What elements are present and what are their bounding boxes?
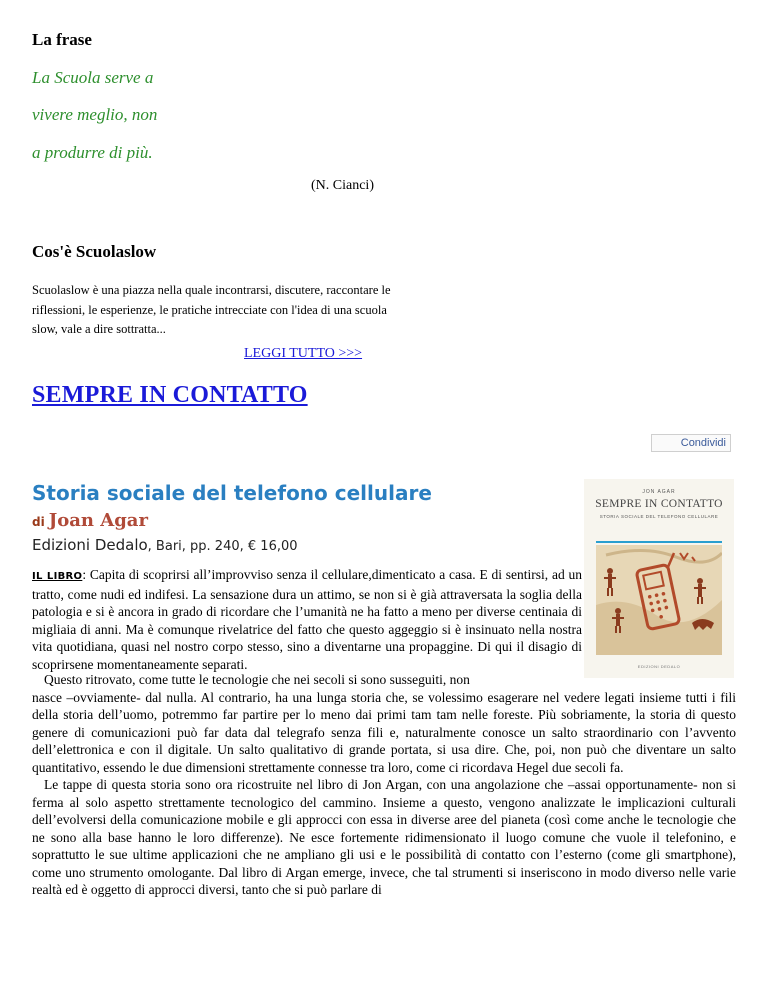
- about-intro: Scuolaslow è una piazza nella quale incontrarsi, discutere, raccontare le riflessioni, le esperienze, le pratiche intrecciate con l'idea di una scuola slow, vale a dire sottratta...: [32, 283, 391, 336]
- book-cover-image: [584, 479, 734, 678]
- publisher-name: Edizioni Dedalo: [32, 536, 148, 554]
- author-name: Joan Agar: [48, 510, 148, 531]
- cover-publisher: EDIZIONI DEDALO: [637, 664, 681, 669]
- about-heading: Cos'è Scuolaslow: [32, 242, 157, 261]
- libro-label: IL LIBRO: [32, 571, 83, 582]
- article-title-link[interactable]: SEMPRE IN CONTATTO: [32, 382, 308, 408]
- article-paragraph: Le tappe di questa storia sono ora ricostruite nel libro di Jon Argan, con una angolazione che –assai opportunamente- non si ferma al solo aspetto strettamente tecnologico del cammino. Insieme a questo, vengono analizzate le implicazioni culturali dell’evolversi della comunicazione mobile e gli approcci con essa in diverse aree del pianeta (così come anche le tecnologie che ne sono alla base hanno le loro differenze). Ne esce fortemente ridimensionato il luogo comune che vuole il telefonino, e soprattutto le sue ultime applicazioni che ne ampliano gli usi e le possibilità di contatto con l’esterno (come gli smartphone), come uno strumento omologante. Dal libro di Argan emerge, invece, che tal strumenti si inseriscono in modo diverso nelle varie realtà ed è oggetto di approcci diversi, tanto che si può parlare di: [32, 777, 736, 897]
- author-line: [32, 510, 148, 531]
- cover-cave-painting: [596, 545, 722, 655]
- quote-line: vivere meglio, non: [32, 105, 158, 124]
- cover-subtitle: STORIA SOCIALE DEL TELEFONO CELLULARE: [599, 514, 719, 519]
- quote-author: (N. Cianci): [311, 178, 374, 193]
- share-button[interactable]: Condividi: [651, 434, 731, 452]
- quote-line: a produrre di più.: [32, 143, 153, 162]
- frase-heading: La frase: [32, 30, 92, 49]
- cover-title: SEMPRE IN CONTATTO: [595, 498, 723, 510]
- cover-rule: [596, 541, 722, 543]
- read-more-link[interactable]: LEGGI TUTTO >>>: [244, 346, 363, 361]
- paragraph-text: : Capita di scoprirsi all’improvviso senza il cellulare,dimenticato a casa. E di sentirsi, ad un tratto, come nudi ed indifesi. La sensazione dura un attimo, se non si è già attraversata la soglia della patologia e si è ancora in grado di ricordare che l’umanità ne ha fatto a meno per diverse centinaia di migliaia di anni. Ma è comunque rivelatrice del fatto che questo aggeggio si è insinuato nella nostra vita quotidiana, quasi nel nostro corpo stesso, sino a diventarne una propaggine. Di qui il disagio di scoprirsene momentaneamente separati.: [32, 567, 583, 672]
- article-paragraph: Questo ritrovato, come tutte le tecnologie che nei secoli si sono susseguiti, non: [44, 672, 470, 687]
- cover-author: JON AGAR: [642, 489, 676, 495]
- publisher-details: , Bari, pp. 240, € 16,00: [147, 539, 298, 554]
- article-paragraph: nasce –ovviamente- dal nulla. Al contrario, ha una lunga storia che, se volessimo esagerare nel vedere legati insieme tutti i fili della storia dell’uomo, potremmo far partire per lo meno dai primi tam tam nelle foreste. Più sobriamente, la storia di questo genere di comunicazioni può far data dal telegrafo senza fili e, naturalmente conosce un salto straordinario con l’avvento dell’elettronica e con il digitale. Un salto qualitativo di grande portata, si usa dire. Che, poi, non può che diventare un salto quantitativo, essendo le due dimensioni strettamente connesse tra loro, come ci ricordava Hegel due secoli fa.: [32, 689, 736, 775]
- quote-line: La Scuola serve a: [32, 68, 154, 87]
- article-paragraph: [32, 566, 582, 673]
- book-title: Storia sociale del telefono cellulare: [32, 481, 432, 505]
- author-prefix: di: [32, 515, 45, 529]
- publisher-line: [32, 535, 298, 554]
